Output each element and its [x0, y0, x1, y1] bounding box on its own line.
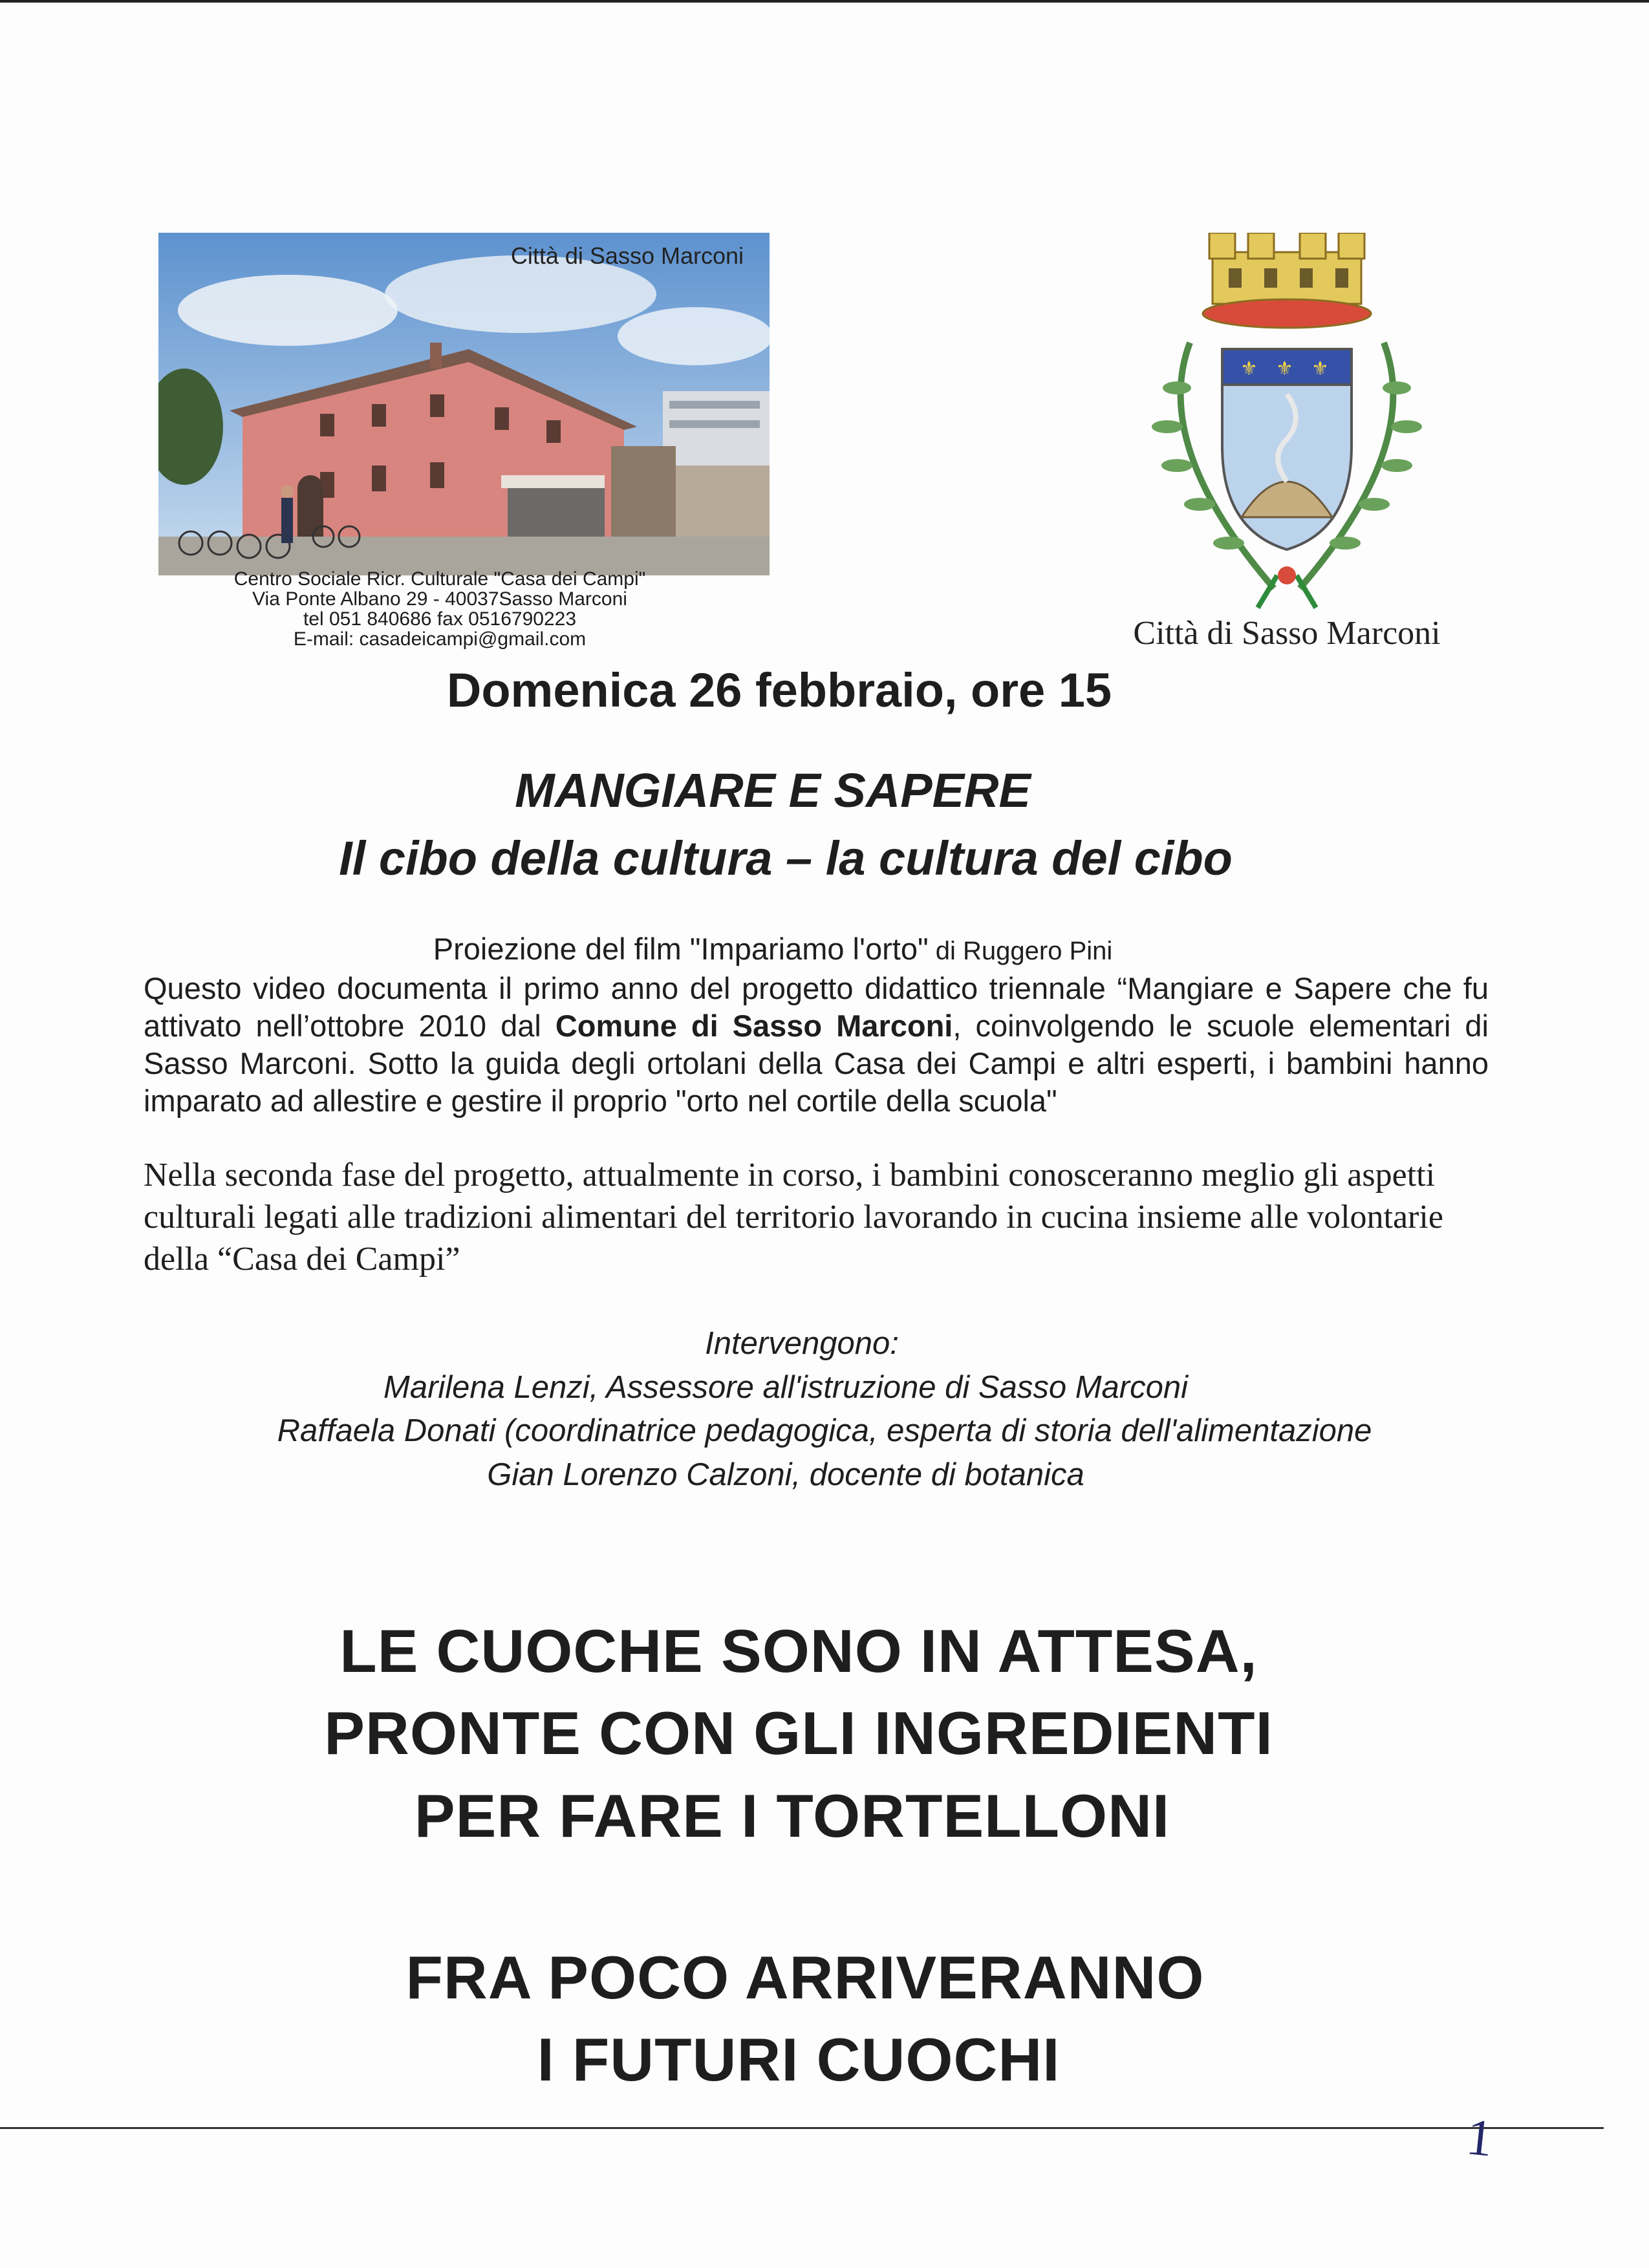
- event-subtitle: Il cibo della cultura – la cultura del cibo: [339, 831, 1233, 885]
- announcement-line: LE CUOCHE SONO IN ATTESA,: [339, 1617, 1258, 1685]
- speaker-item: Raffaela Donati (coordinatrice pedagogica, esperta di storia dell'alimentazione: [277, 1413, 1372, 1448]
- speakers-heading: Intervengono:: [705, 1326, 899, 1361]
- speaker-item: Gian Lorenzo Calzoni, docente di botanica: [487, 1457, 1084, 1492]
- card-line-name: Centro Sociale Ricr. Culturale "Casa dei Campi": [233, 568, 646, 590]
- card-line-address: Via Ponte Albano 29 - 40037Sasso Marconi: [252, 588, 627, 610]
- building-photo: [158, 233, 770, 575]
- top-edge-line: [0, 0, 1649, 3]
- announcement-line: FRA POCO ARRIVERANNO: [405, 1943, 1205, 2011]
- speaker-item: Marilena Lenzi, Assessore all'istruzione di Sasso Marconi: [383, 1370, 1188, 1405]
- announcement-line: I FUTURI CUOCHI: [537, 2026, 1061, 2093]
- film-line: [0, 931, 1597, 967]
- desc1-text-a: Questo video documenta il primo anno del progetto didattico triennale “Mangiare e Sapere che fu attivato nell’ottobre 2010 dal: [144, 971, 1489, 1043]
- event-date: Domenica 26 febbraio, ore 15: [446, 663, 1112, 717]
- desc1-bold: Comune di Sasso Marconi: [555, 1009, 953, 1043]
- svg-text:⚜: ⚜: [1240, 358, 1258, 380]
- handwritten-page-number: 1: [1463, 2108, 1496, 2168]
- crest-caption: Città di Sasso Marconi: [1133, 615, 1441, 652]
- announcement-line: PER FARE I TORTELLONI: [414, 1782, 1170, 1850]
- card-line-phone: tel 051 840686 fax 0516790223: [303, 608, 577, 630]
- film-author: di Ruggero Pini: [928, 937, 1113, 965]
- svg-text:⚜: ⚜: [1311, 358, 1329, 380]
- mural-crown-icon: [1203, 233, 1371, 328]
- description-paragraph-2: Nella seconda fase del progetto, attualmente in corso, i bambini conosceranno meglio gli aspetti culturali legati alle tradizioni alimentari del territorio lavorando in cucina insieme alle volontarie della “Casa dei Campi”: [144, 1157, 1443, 1278]
- desc1-text-b: , coinvolgendo le scuole elementari di Sasso Marconi. Sotto la guida degli ortolani della Casa dei Campi e altri esperti, i bambini hanno imparato ad allestire e gestire il proprio "orto nel cortile della scuola": [144, 1009, 1489, 1118]
- shield-icon: [1222, 349, 1352, 550]
- announcement-line: PRONTE CON GLI INGREDIENTI: [324, 1699, 1273, 1767]
- svg-text:⚜: ⚜: [1276, 358, 1293, 380]
- description-paragraph-1: [144, 970, 1489, 1120]
- coat-of-arms: [1138, 233, 1436, 614]
- event-title: MANGIARE E SAPERE: [515, 764, 1031, 817]
- photo-caption: Città di Sasso Marconi: [510, 242, 744, 269]
- card-line-email: E-mail: casadeicampi@gmail.com: [293, 628, 587, 650]
- bottom-line: [0, 2127, 1604, 2129]
- card-contact-info: [158, 569, 721, 649]
- film-title: Proiezione del film "Impariamo l'orto": [433, 932, 929, 966]
